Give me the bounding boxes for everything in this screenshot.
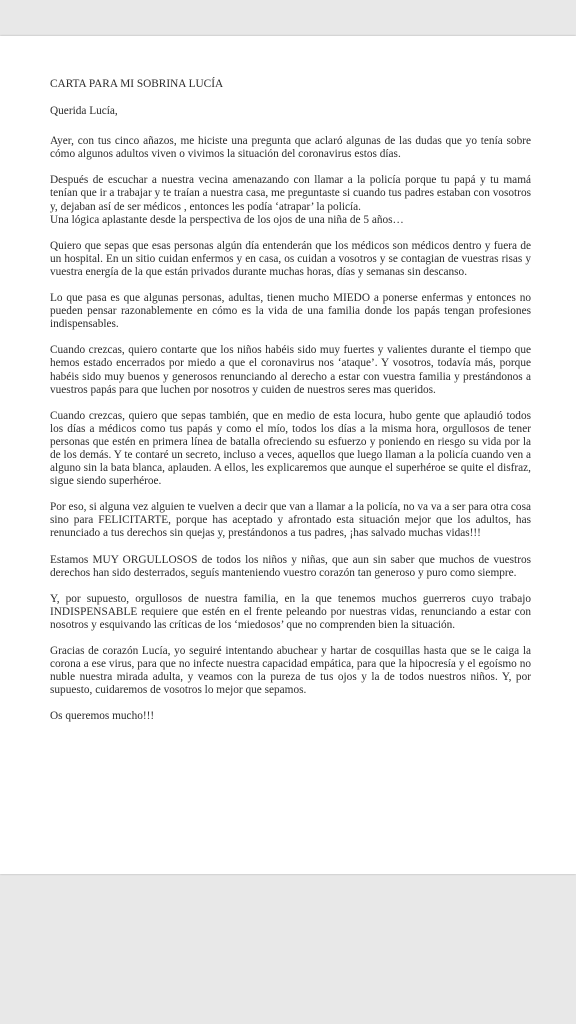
letter-closing: Os queremos mucho!!! — [50, 710, 155, 723]
paragraph-3: Quiero que sepas que esas personas algún día entenderán que los médicos son médicos dentro y fuera de un hospital. En un sitio cuidan enfermos y en casa, os cuidan a vosotros y se contagian de vuestras risas y vuestra energía de la que están privados durante muchas horas, días y semanas sin descanso. — [50, 239, 531, 278]
paragraph-2-text: Después de escuchar a nuestra vecina amenazando con llamar a la policía porque tu papá y tu mamá tenían que ir a trabajar y te traían a nuestra casa, me preguntaste si cuando tus padres estaban con vosotros y, dejaban así de ser médicos , entonces les podía ‘atrapar’ la policía. — [50, 174, 531, 213]
paragraph-1: Ayer, con tus cinco añazos, me hiciste una pregunta que aclaró algunas de las dudas que yo tenía sobre cómo algunos adultos viven o vivimos la situación del coronavirus estos días. — [50, 135, 531, 161]
paragraph-5: Cuando crezcas, quiero contarte que los niños habéis sido muy fuertes y valientes durante el tiempo que hemos estado encerrados por miedo a que el coronavirus nos ‘ataque’. Y vosotros, todavía más, porque habéis sido muy buenos y generosos renunciando al derecho a estar con vuestra familia y prestándonos a vuestros papás para que luchen por nosotros y cuiden de nuestros seres mas queridos. — [50, 344, 531, 396]
document-page — [0, 36, 576, 874]
letter-title: CARTA PARA MI SOBRINA LUCÍA — [50, 78, 224, 90]
paragraph-2 — [50, 174, 531, 226]
paragraph-9: Y, por supuesto, orgullosos de nuestra familia, en la que tenemos muchos guerreros cuyo trabajo INDISPENSABLE requiere que estén en el frente peleando por nuestras vidas, renunciando a estar con nosotros y esquivando las críticas de los ‘miedosos’ que no comprenden bien la situación. — [50, 592, 531, 631]
paragraph-6: Cuando crezcas, quiero que sepas también, que en medio de esta locura, hubo gente que aplaudió todos los días a médicos como tus papás y como el mío, todos los días a la misma hora, orgullosos de tener personas que estén en primera línea de batalla ofreciendo su esfuerzo y poniendo en riesgo su vida por la de los demás. Y te contaré un secreto, incluso a veces, aquellos que luego llaman a la policía cuando ven a alguno sin la bata blanca, aplauden. A ellos, les explicaremos que aunque el superhéroe se quite el disfraz, sigue siendo superhéroe. — [50, 409, 531, 488]
letter-body — [50, 78, 531, 736]
paragraph-8: Estamos MUY ORGULLOSOS de todos los niños y niñas, que aun sin saber que muchos de vuestros derechos han sido desterrados, seguís manteniendo vuestro corazón tan generoso y puro como siempre. — [50, 553, 531, 579]
paragraph-2-aside: Una lógica aplastante desde la perspectiva de los ojos de una niña de 5 años… — [50, 213, 404, 226]
paragraph-4: Lo que pasa es que algunas personas, adultas, tienen mucho MIEDO a ponerse enfermas y entonces no pueden pensar razonablemente en cómo es la vida de una familia donde los papás tengan profesiones indispensables. — [50, 292, 531, 331]
letter-greeting: Querida Lucía, — [50, 105, 118, 118]
paragraph-7: Por eso, si alguna vez alguien te vuelven a decir que van a llamar a la policía, no va va a ser para otra cosa sino para FELICITARTE, porque has aceptado y afrontado esta situación mejor que los adultos, has renunciado a tus derechos sin quejas y, prestándonos a tus padres, ¡has salvado muchas vidas!!! — [50, 501, 531, 540]
paragraph-10: Gracias de corazón Lucía, yo seguiré intentando abuchear y hartar de cosquillas hasta que se le caiga la corona a ese virus, para que no infecte nuestra capacidad empática, para que la hipocresía y el egoísmo no nuble nuestra mirada adulta, y veamos con la pureza de tus ojos y la de todos nuestros niños. Y, por supuesto, cuidaremos de vosotros lo mejor que sepamos. — [50, 645, 531, 697]
